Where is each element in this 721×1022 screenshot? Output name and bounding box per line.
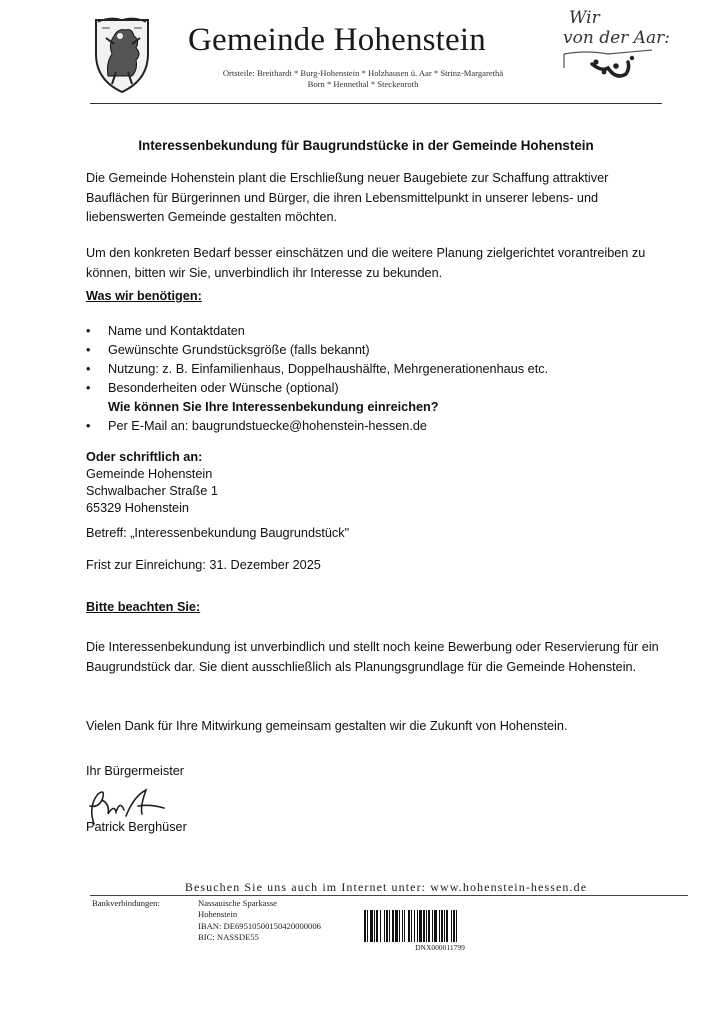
- page-title: Gemeinde Hohenstein: [188, 22, 486, 58]
- postal-heading: Oder schriftlich an:: [86, 450, 203, 464]
- letter-heading: Interessenbekundung für Baugrundstücke in der Gemeinde Hohenstein: [138, 138, 594, 153]
- bank-line: Hohenstein: [198, 909, 238, 920]
- note-heading: Bitte beachten Sie:: [86, 600, 201, 614]
- districts-line-2: Born * Hennethal * Steckenroth: [307, 79, 419, 89]
- bullet-icon: •: [86, 419, 91, 433]
- bank-line: BIC: NASSDE55: [198, 931, 259, 942]
- address-line: Gemeinde Hohenstein: [86, 467, 213, 481]
- footer-divider: [90, 895, 688, 896]
- bullet-icon: •: [86, 324, 91, 338]
- list-item-text: Gewünschte Grundstücksgröße (falls bekannt): [108, 343, 370, 357]
- barcode-icon: [364, 910, 516, 942]
- header-divider: [90, 103, 662, 104]
- needs-heading: Was wir benötigen:: [86, 289, 202, 303]
- request-paragraph: Um den konkreten Bedarf besser einschätzen und die weitere Planung zielgerichtet vorantreiben zu können, bitten wir Sie, unverbindlich ihr Interesse zu bekunden.: [86, 246, 646, 280]
- deadline-line: Frist zur Einreichung: 31. Dezember 2025: [86, 558, 321, 572]
- coat-of-arms-icon: [92, 14, 152, 94]
- intro-paragraph: Die Gemeinde Hohenstein plant die Erschließung neuer Baugebiete zur Schaffung attraktiver Bauflächen für Bürgerinnen und Bürger, die ihren Lebensmittelpunkt in unserer lebens- und liebenswerten Gemeinde gestalten möchten.: [86, 171, 609, 224]
- subject-line: Betreff: „Interessenbekundung Baugrundstück": [86, 526, 350, 540]
- bank-line: Nassauische Sparkasse: [198, 898, 277, 908]
- address-line: 65329 Hohenstein: [86, 501, 189, 515]
- list-item: [86, 322, 548, 341]
- email-text[interactable]: Per E-Mail an: baugrundstuecke@hohenstein-hessen.de: [108, 419, 427, 433]
- bullet-icon: •: [86, 343, 91, 357]
- greeting: Ihr Bürgermeister: [86, 764, 185, 778]
- bullet-icon: •: [86, 362, 91, 376]
- thanks-paragraph: Vielen Dank für Ihre Mitwirkung gemeinsam gestalten wir die Zukunft von Hohenstein.: [86, 719, 568, 733]
- list-item-text: Name und Kontaktdaten: [108, 324, 245, 338]
- slogan-text-line-1: Wir: [569, 8, 600, 28]
- address-line: Schwalbacher Straße 1: [86, 484, 218, 498]
- districts-list: [172, 68, 554, 90]
- bank-label: Bankverbindungen:: [92, 898, 160, 908]
- list-item: [86, 341, 548, 360]
- bank-details: [198, 898, 321, 943]
- list-item: [86, 379, 548, 398]
- how-heading: Wie können Sie Ihre Interessenbekundung einreichen?: [108, 400, 439, 414]
- list-item: [86, 360, 548, 379]
- needs-list: [86, 322, 548, 436]
- bullet-icon: •: [86, 381, 91, 395]
- postal-address: [86, 449, 218, 517]
- list-item-text: Besonderheiten oder Wünsche (optional): [108, 381, 339, 395]
- website-line: Besuchen Sie uns auch im Internet unter: www.hohenstein-hessen.de: [184, 880, 588, 894]
- slogan-text-line-2: von der Aar:: [563, 28, 670, 48]
- signer-name: Patrick Berghüser: [86, 820, 187, 834]
- barcode-number: DNX000011799: [415, 943, 465, 952]
- districts-line-1: Ortsteile: Breithardt * Burg-Hohenstein * Holzhausen ü. Aar * Strinz-Margarethä: [222, 68, 504, 78]
- email-list-item: [86, 417, 548, 436]
- bank-line: IBAN: DE69510500150420000006: [198, 920, 321, 931]
- note-paragraph: Die Interessenbekundung ist unverbindlich und stellt noch keine Bewerbung oder Reservierung für ein Baugrundstück dar. Sie dient ausschließlich als Planungsgrundlage für die Gemeinde Hohenstein.: [86, 640, 659, 674]
- list-item-text: Nutzung: z. B. Einfamilienhaus, Doppelhaushälfte, Mehrgenerationenhaus etc.: [108, 362, 549, 376]
